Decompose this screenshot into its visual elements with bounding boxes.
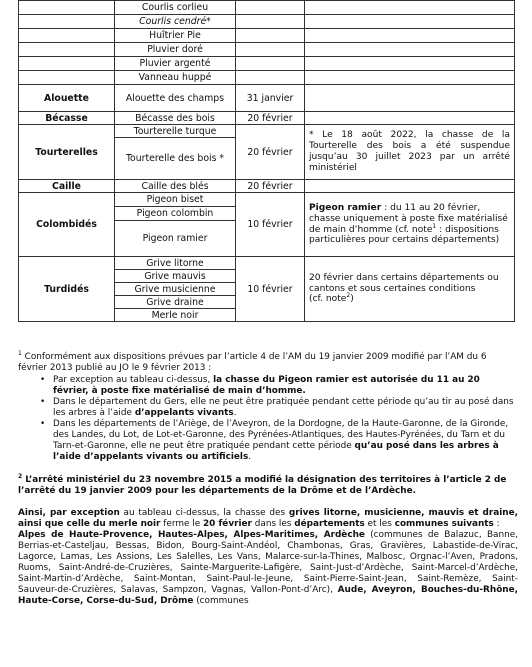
list-item — [53, 419, 518, 463]
table-row — [19, 257, 515, 270]
table-row — [19, 1, 515, 15]
footnotes — [18, 352, 518, 607]
note-cell — [305, 1, 515, 15]
date-cell — [236, 43, 305, 57]
species-cell: Grive mauvis — [115, 270, 236, 283]
text: (communes — [193, 596, 249, 606]
table-row — [19, 15, 515, 29]
footnote-1 — [18, 352, 518, 374]
bold-text: communes suivants — [394, 519, 494, 529]
note-cell — [305, 29, 515, 43]
family-cell — [19, 71, 115, 85]
hunting-season-table — [18, 0, 515, 322]
text: : — [493, 519, 500, 529]
species-cell: Vanneau huppé — [115, 71, 236, 85]
date-cell: 10 février — [236, 257, 305, 322]
family-cell — [19, 15, 115, 29]
bold-text: Ainsi, par exception — [18, 508, 120, 518]
footnote-text: Conformément aux dispositions prévues par l’article 4 de l’AM du 19 janvier 2009 modifié par l’AM du 6 février 2013 publié au JO le 9 février 2013 : — [18, 352, 487, 373]
species-cell: Merle noir — [115, 309, 236, 322]
table-row — [19, 71, 515, 85]
species-cell: Tourterelle turque — [115, 125, 236, 138]
date-cell: 20 février — [236, 180, 305, 193]
text: au tableau ci-dessus, la chasse des — [119, 508, 289, 518]
bold-text: Alpes de Haute-Provence, Hautes-Alpes, Alpes-Maritimes, Ardèche — [18, 530, 365, 540]
family-cell: Colombidés — [19, 193, 115, 257]
text: . — [233, 408, 237, 418]
bold-text: d’appelants vivants — [134, 408, 234, 418]
table-row — [19, 180, 515, 193]
bold-text: Aude, Aveyron, Bouches-du-Rhône, Haute-Corse, Corse-du-Sud, Drôme — [18, 585, 519, 606]
text: Dans le département du Gers, elle ne peut être pratiquée pendant cette période qu’au tir au posé dans les arbres à l’aide — [53, 397, 514, 418]
species-cell: Courlis cendré* — [115, 15, 236, 29]
list-item — [53, 375, 518, 397]
text: . — [248, 452, 252, 462]
note-sup: 1 — [432, 222, 437, 230]
table-row — [19, 125, 515, 138]
species-cell: Pigeon ramier — [115, 221, 236, 257]
species-cell: Pluvier argenté — [115, 57, 236, 71]
footnote-1-list — [18, 375, 518, 463]
note-text: 20 février dans certains départements ou cantons et sous certaines conditions — [309, 272, 499, 294]
list-item — [53, 397, 518, 419]
bold-text: qu’au posé dans les arbres à l’aide d’appelants vivants ou artificiels — [53, 441, 499, 462]
species-cell: Alouette des champs — [115, 85, 236, 112]
text: (communes de Balazuc, Banne, Berrias-et-Casteljau, Bessas, Bidon, Bourg-Saint-Andéol, Chambonas, Gras, Gravières, Labastide-de-Virac, Lagorce, Lamas, Les Assions, Les Salelles, Les Vans, Malarce-sur-la-Thines, Malbosc, Orgnac-l’Aven, Pradons, Ruoms, Saint-André-de-Cruzières, Sainte-Marguerite-Lafigère, Saint-Just-d’Ardèche, Saint-Marcel-d’Ardèche, Saint-Martin-d’Ardèche, Saint-Montan, Saint-Paul-le-Jeune, Saint-Pierre-Saint-Jean, Saint-Remèze, Saint-Sauveur-de-Cruzières, Salavas, Sampzon, Vagnas, Vallon-Pont-d’Arc), — [18, 530, 518, 595]
bold-text: 20 février — [203, 519, 252, 529]
table-row — [19, 112, 515, 125]
family-cell: Bécasse — [19, 112, 115, 125]
text: ferme le — [160, 519, 203, 529]
note-cell — [305, 257, 515, 322]
table-row — [19, 193, 515, 207]
date-cell — [236, 1, 305, 15]
species-cell: Pigeon biset — [115, 193, 236, 207]
table-row — [19, 43, 515, 57]
species-cell: Tourterelle des bois * — [115, 138, 236, 180]
family-cell: Tourterelles — [19, 125, 115, 180]
note-cell — [305, 43, 515, 57]
species-cell: Courlis corlieu — [115, 1, 236, 15]
species-cell: Pluvier doré — [115, 43, 236, 57]
family-cell — [19, 43, 115, 57]
family-cell: Caille — [19, 180, 115, 193]
species-cell: Huîtrier Pie — [115, 29, 236, 43]
date-cell — [236, 15, 305, 29]
bold-text: départements — [294, 519, 365, 529]
note-cell — [305, 112, 515, 125]
note-text: (cf. note — [309, 294, 347, 305]
note-sup: 2 — [346, 292, 351, 300]
family-cell: Turdidés — [19, 257, 115, 322]
species-cell: Grive litorne — [115, 257, 236, 270]
note-text: : du 11 au 20 février, chasse uniquement à poste fixe matérialisé de main d’homme (cf. note — [309, 202, 508, 235]
note-cell — [305, 15, 515, 29]
date-cell — [236, 57, 305, 71]
note-text: : dispositions particulières pour certains départements) — [309, 224, 500, 246]
family-cell: Alouette — [19, 85, 115, 112]
date-cell: 10 février — [236, 193, 305, 257]
exception-paragraph — [18, 508, 518, 607]
family-cell — [19, 29, 115, 43]
table-row — [19, 57, 515, 71]
note-cell: * Le 18 août 2022, la chasse de la Tourterelle des bois a été suspendue jusqu’au 30 juillet 2023 par un arrêté ministériel — [305, 125, 515, 180]
bold-text: la chasse du Pigeon ramier est autorisée du 11 au 20 février, à poste fixe matérialisé de main d’homme. — [53, 375, 480, 396]
text: Par exception au tableau ci-dessus, — [53, 375, 214, 385]
date-cell — [236, 29, 305, 43]
note-bold: Pigeon ramier — [309, 202, 382, 213]
text: Dans les départements de l’Ariège, de l’Aveyron, de la Dordogne, de la Haute-Garonne, de la Gironde, des Landes, du Lot, de Lot-et-Garonne, des Pyrénées-Atlantiques, des Hautes-Pyrénées, du Tarn et du Tarn-et-Garonne, elle ne peut être pratiquée pendant cette période — [53, 419, 509, 451]
note-cell — [305, 85, 515, 112]
species-cell: Grive draine — [115, 296, 236, 309]
table-row — [19, 85, 515, 112]
footnote-2 — [18, 475, 518, 497]
species-cell: Pigeon colombin — [115, 207, 236, 221]
species-cell: Caille des blés — [115, 180, 236, 193]
note-cell — [305, 57, 515, 71]
footnote-text: L’arrêté ministériel du 23 novembre 2015 a modifié la désignation des territoires à l’article 2 de l’arrêté du 19 janvier 2009 pour les départements de la Drôme et de l’Ardèche. — [18, 475, 507, 496]
note-cell — [305, 193, 515, 257]
text: dans les — [251, 519, 295, 529]
bold-text: grives litorne, musicienne, mauvis et draine, ainsi que celle du merle noir — [18, 508, 518, 529]
note-text: ) — [350, 294, 354, 305]
date-cell: 31 janvier — [236, 85, 305, 112]
family-cell — [19, 57, 115, 71]
footnote-marker: 1 — [18, 350, 22, 358]
species-cell: Grive musicienne — [115, 283, 236, 296]
text: et les — [364, 519, 395, 529]
footnote-marker: 2 — [18, 473, 23, 481]
note-cell — [305, 180, 515, 193]
note-cell — [305, 71, 515, 85]
table-row — [19, 29, 515, 43]
species-cell: Bécasse des bois — [115, 112, 236, 125]
family-cell — [19, 1, 115, 15]
date-cell: 20 février — [236, 112, 305, 125]
date-cell — [236, 71, 305, 85]
date-cell: 20 février — [236, 125, 305, 180]
